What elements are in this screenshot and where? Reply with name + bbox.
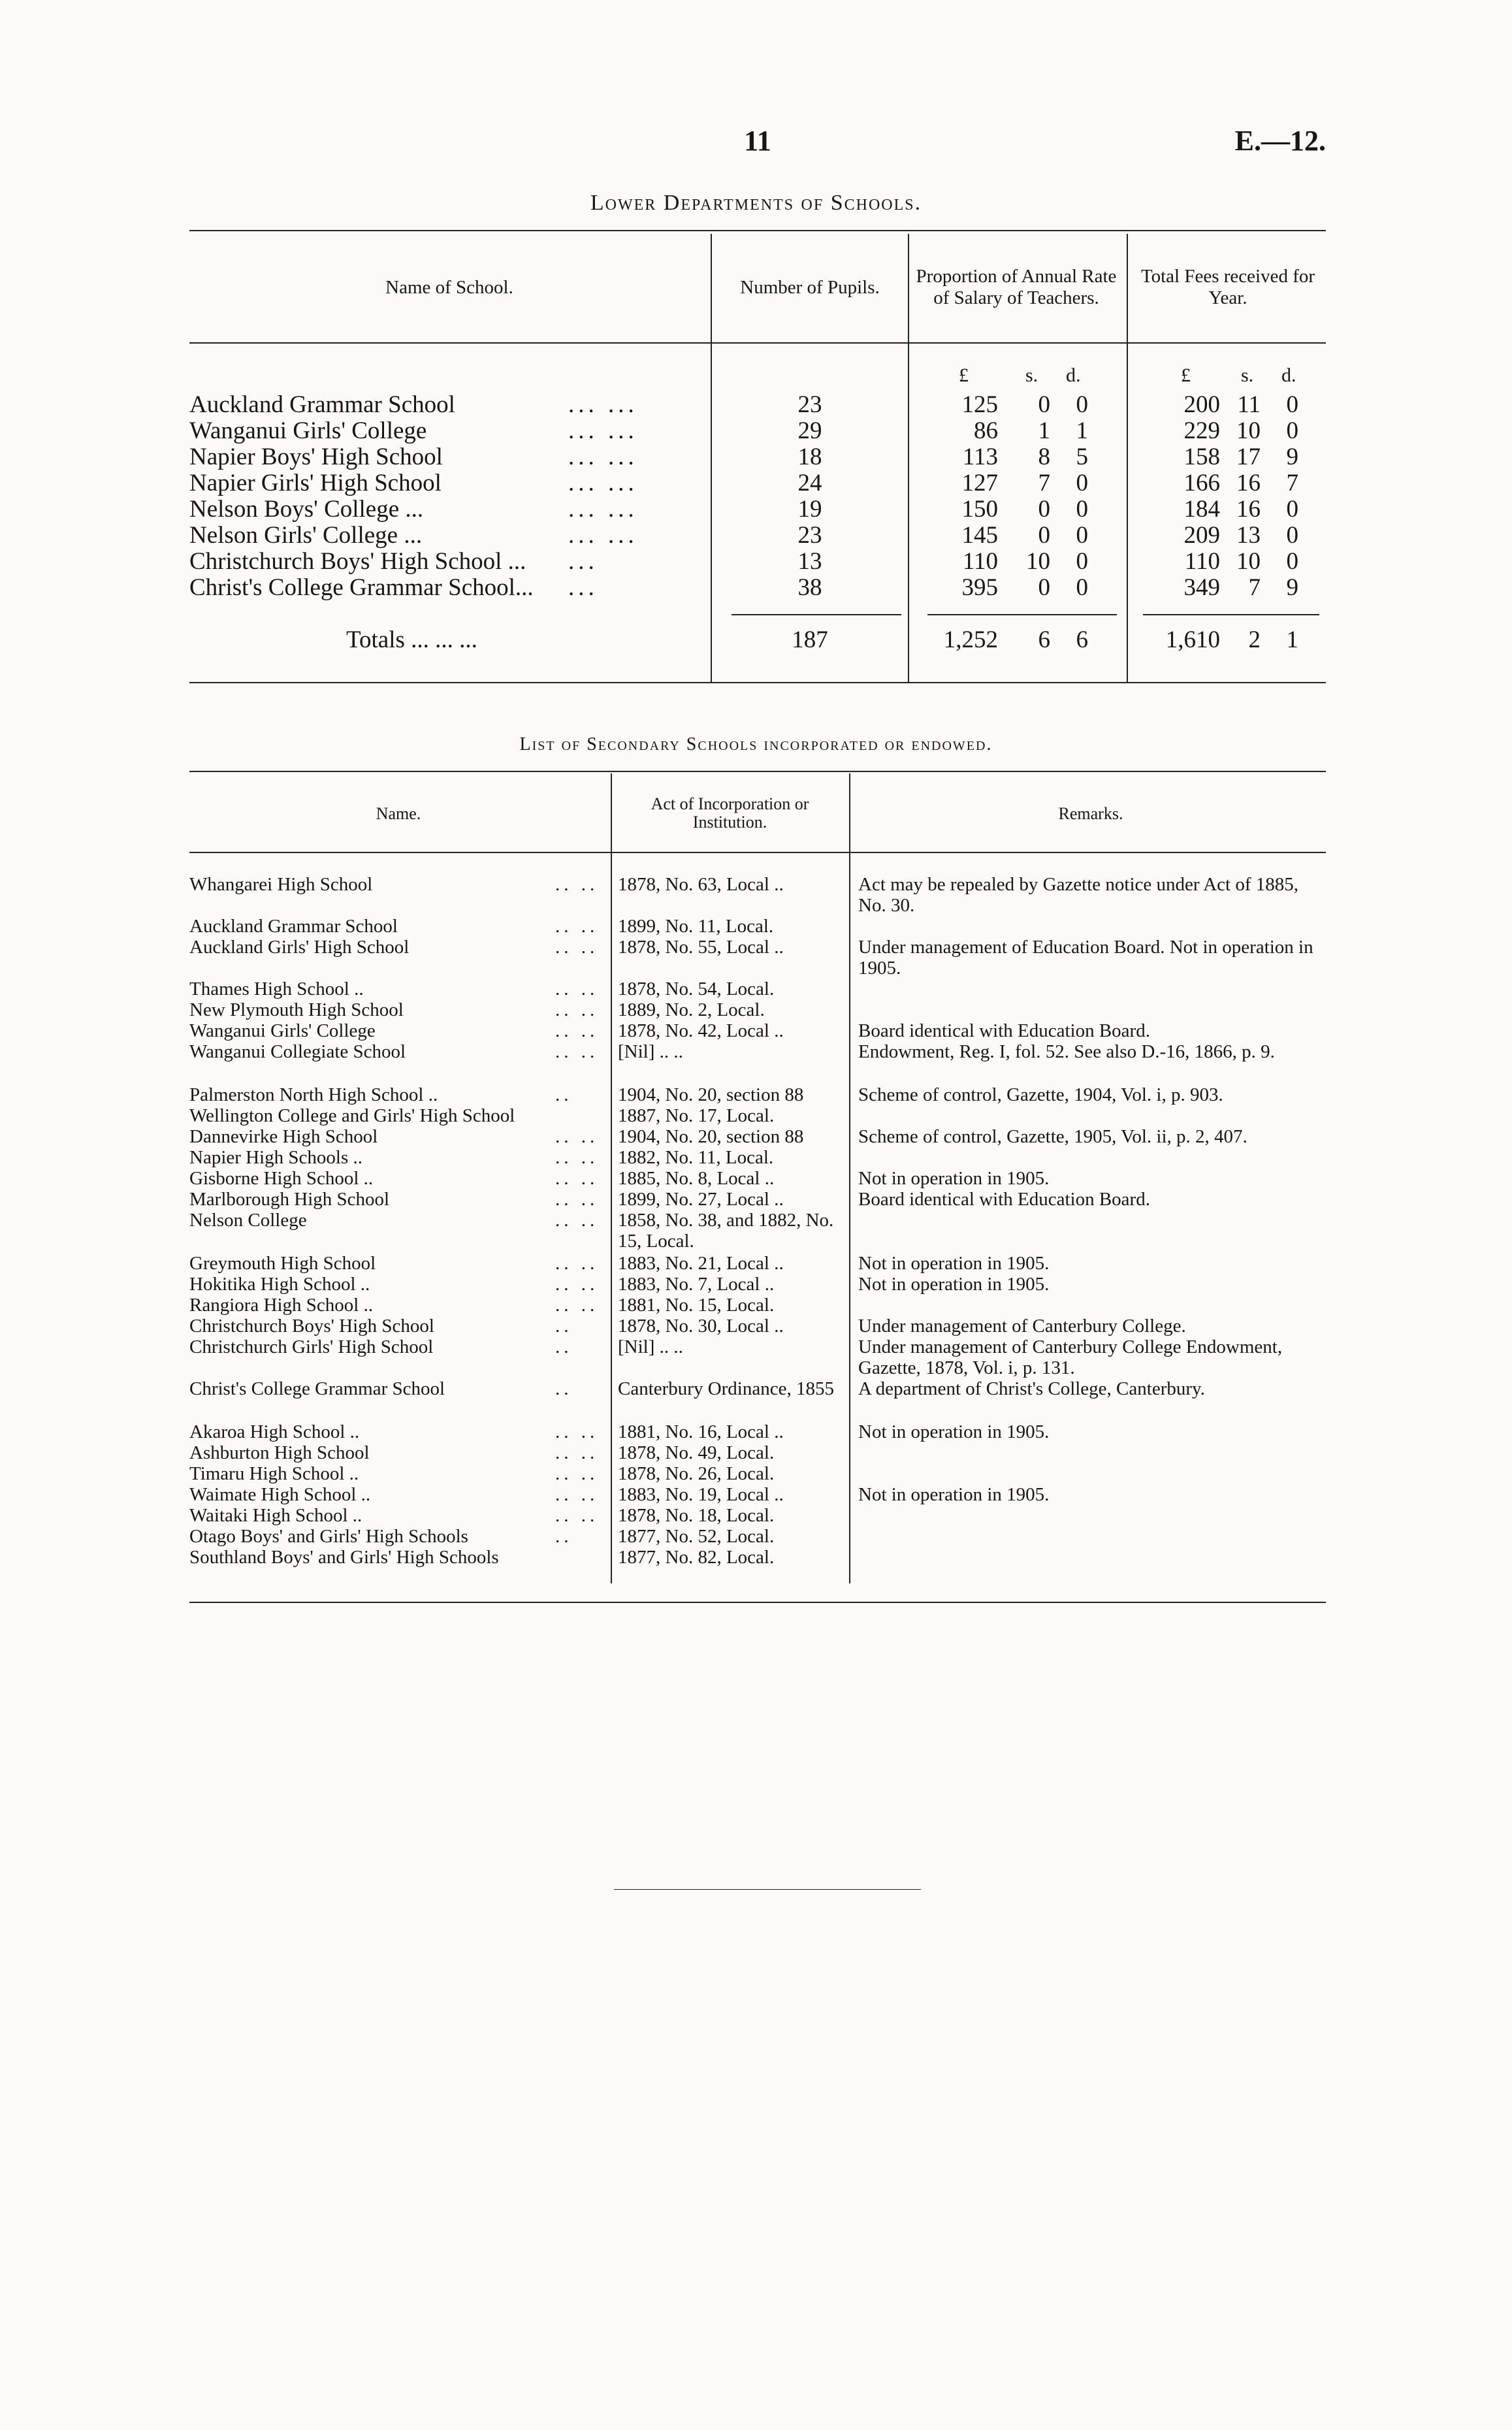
leader-dots: .. .. xyxy=(555,1442,599,1463)
fee-pence: 0 xyxy=(1286,496,1298,523)
act-reference: 1904, No. 20, section 88 xyxy=(618,1084,804,1105)
act-reference: 1877, No. 52, Local. xyxy=(618,1526,775,1547)
unit-pence: d. xyxy=(1066,364,1081,386)
act-reference: 1878, No. 49, Local. xyxy=(618,1442,775,1463)
leader-dots: .. .. xyxy=(555,916,599,937)
table2-top-rule xyxy=(189,771,1326,772)
table1-header-proportion: Proportion of Annual Rate of Salary of Teachers. xyxy=(916,266,1117,308)
table1-row xyxy=(0,392,1512,418)
fee-pounds: 200 xyxy=(1183,391,1220,418)
prop-pence: 0 xyxy=(1076,574,1088,601)
leader-dots: .. .. xyxy=(555,1189,599,1210)
leader-dots: .. .. xyxy=(555,1484,599,1505)
leader-dots: .. .. xyxy=(555,1463,599,1484)
remark-text: Scheme of control, Gazette, 1904, Vol. i, p. 903. xyxy=(858,1084,1223,1105)
school-name: Palmerston North High School .. xyxy=(189,1084,438,1105)
fee-pence: 0 xyxy=(1286,391,1298,418)
school-name: Waitaki High School .. xyxy=(189,1505,362,1526)
school-name: Auckland Grammar School xyxy=(189,916,398,937)
school-name: Wanganui Collegiate School xyxy=(189,1041,406,1062)
act-reference: 1899, No. 11, Local. xyxy=(618,916,774,937)
fee-pounds: 166 xyxy=(1183,470,1220,496)
table1-row xyxy=(0,549,1512,575)
prop-pence: 0 xyxy=(1076,522,1088,549)
leader-dots: ... ... xyxy=(568,391,638,418)
school-name: Akaroa High School .. xyxy=(189,1421,360,1442)
school-name: Wellington College and Girls' High School xyxy=(189,1105,515,1126)
unit-pound: £ xyxy=(959,364,969,386)
prop-shillings: 1 xyxy=(1038,417,1050,444)
prop-pounds: 395 xyxy=(961,574,998,601)
fee-pounds: 229 xyxy=(1183,417,1220,444)
school-name: Greymouth High School xyxy=(189,1253,376,1274)
act-reference: 1889, No. 2, Local. xyxy=(618,999,765,1020)
totals-fee-pounds: 1,610 xyxy=(1165,626,1220,653)
school-name: Thames High School .. xyxy=(189,979,364,999)
table2-header-rule xyxy=(189,852,1326,853)
footer-rule xyxy=(614,1889,921,1890)
leader-dots: .. .. xyxy=(555,979,599,999)
school-name: Wanganui Girls' College xyxy=(189,417,427,444)
prop-pence: 0 xyxy=(1076,470,1088,496)
fee-pence: 7 xyxy=(1286,470,1298,496)
table1-bottom-rule xyxy=(189,682,1326,683)
fee-shillings: 13 xyxy=(1236,522,1261,549)
unit-shilling: s. xyxy=(1025,364,1038,386)
fee-shillings: 16 xyxy=(1236,470,1261,496)
fee-pence: 0 xyxy=(1286,417,1298,444)
fee-pounds: 349 xyxy=(1183,574,1220,601)
school-name: Nelson Girls' College ... xyxy=(189,522,423,549)
act-reference: 1883, No. 21, Local .. xyxy=(618,1253,784,1274)
remark-text: Under management of Education Board. Not in operation in 1905. xyxy=(858,937,1313,979)
remark-text: Board identical with Education Board. xyxy=(858,1020,1150,1041)
fee-pounds: 184 xyxy=(1183,496,1220,523)
leader-dots: .. .. xyxy=(555,1147,599,1168)
prop-pounds: 110 xyxy=(962,548,998,575)
leader-dots: .. xyxy=(555,1316,573,1336)
school-name: Napier Boys' High School xyxy=(189,444,443,470)
unit-pence: d. xyxy=(1281,364,1296,386)
leader-dots: .. xyxy=(555,1378,573,1399)
fee-pounds: 158 xyxy=(1183,444,1220,470)
fee-pence: 9 xyxy=(1286,444,1298,470)
leader-dots: .. xyxy=(555,1336,573,1357)
totals-prop-shillings: 6 xyxy=(1038,626,1050,653)
table2-header-remarks: Remarks. xyxy=(1058,803,1123,823)
page-reference: E.—12. xyxy=(1234,125,1326,157)
remark-text: Board identical with Education Board. xyxy=(858,1189,1150,1210)
leader-dots: ... ... xyxy=(568,470,638,496)
prop-shillings: 10 xyxy=(1026,548,1050,575)
prop-shillings: 8 xyxy=(1038,444,1050,470)
table1-sum-rule xyxy=(732,614,901,615)
table1-header-fees: Total Fees received for Year. xyxy=(1140,266,1315,308)
remark-text: Not in operation in 1905. xyxy=(858,1253,1050,1274)
fee-shillings: 11 xyxy=(1237,391,1261,418)
pupils-count: 24 xyxy=(797,470,822,496)
school-name: Christ's College Grammar School... xyxy=(189,574,534,601)
pupils-count: 29 xyxy=(797,417,822,444)
table1-row xyxy=(0,470,1512,496)
leader-dots: .. .. xyxy=(555,1253,599,1274)
table1-sum-rule xyxy=(1143,614,1319,615)
remark-text: Not in operation in 1905. xyxy=(858,1274,1050,1295)
act-reference: 1878, No. 54, Local. xyxy=(618,979,775,999)
leader-dots: .. .. xyxy=(555,1210,599,1231)
table2-header-name: Name. xyxy=(376,803,421,823)
leader-dots: .. .. xyxy=(555,1274,599,1295)
table2-title: List of Secondary Schools incorporated or endowed. xyxy=(519,734,993,754)
act-reference: 1904, No. 20, section 88 xyxy=(618,1126,804,1147)
act-reference: 1878, No. 63, Local .. xyxy=(618,874,784,895)
prop-pounds: 145 xyxy=(961,522,998,549)
leader-dots: ... ... xyxy=(568,417,638,444)
prop-shillings: 7 xyxy=(1038,470,1050,496)
remark-text: Scheme of control, Gazette, 1905, Vol. ii, p. 2, 407. xyxy=(858,1126,1247,1147)
fee-shillings: 16 xyxy=(1236,496,1261,523)
remark-text: A department of Christ's College, Canterbury. xyxy=(858,1378,1205,1399)
totals-pupils: 187 xyxy=(792,626,828,653)
school-name: Timaru High School .. xyxy=(189,1463,359,1484)
fee-pounds: 209 xyxy=(1183,522,1220,549)
act-reference: 1883, No. 19, Local .. xyxy=(618,1484,784,1505)
act-reference: [Nil] .. .. xyxy=(618,1336,683,1357)
pupils-count: 23 xyxy=(797,522,822,549)
totals-prop-pence: 6 xyxy=(1076,626,1088,653)
table2-header-act: Act of Incorporation or Institution. xyxy=(651,794,809,832)
prop-pence: 5 xyxy=(1076,444,1088,470)
school-name: Auckland Grammar School xyxy=(189,391,455,418)
act-reference: 1899, No. 27, Local .. xyxy=(618,1189,784,1210)
act-reference: 1858, No. 38, and 1882, No. 15, Local. xyxy=(618,1210,834,1252)
act-reference: 1881, No. 16, Local .. xyxy=(618,1421,784,1442)
prop-pounds: 125 xyxy=(961,391,998,418)
page-number: 11 xyxy=(744,125,771,157)
table1-row xyxy=(0,444,1512,470)
school-name: Southland Boys' and Girls' High Schools xyxy=(189,1547,499,1568)
school-name: Hokitika High School .. xyxy=(189,1274,370,1295)
leader-dots: .. .. xyxy=(555,1168,599,1189)
prop-pence: 1 xyxy=(1076,417,1088,444)
prop-shillings: 0 xyxy=(1038,522,1050,549)
fee-shillings: 10 xyxy=(1236,417,1261,444)
remark-text: Under management of Canterbury College Endowment, Gazette, 1878, Vol. i, p. 131. xyxy=(858,1336,1283,1378)
school-name: Nelson Boys' College ... xyxy=(189,496,424,523)
school-name: New Plymouth High School xyxy=(189,999,404,1020)
prop-pence: 0 xyxy=(1076,548,1088,575)
totals-fee-pence: 1 xyxy=(1286,626,1298,653)
school-name: Whangarei High School xyxy=(189,874,373,895)
prop-pence: 0 xyxy=(1076,391,1088,418)
school-name: Christchurch Girls' High School xyxy=(189,1336,434,1357)
remark-text: Act may be repealed by Gazette notice under Act of 1885, No. 30. xyxy=(858,874,1298,916)
pupils-count: 13 xyxy=(797,548,822,575)
leader-dots: .. .. xyxy=(555,1126,599,1147)
leader-dots: ... ... xyxy=(568,444,638,470)
leader-dots: .. .. xyxy=(555,1041,599,1062)
school-name: Ashburton High School xyxy=(189,1442,370,1463)
leader-dots: ... ... xyxy=(568,522,638,549)
act-reference: 1887, No. 17, Local. xyxy=(618,1105,775,1126)
table1-top-rule xyxy=(189,230,1326,231)
school-name: Otago Boys' and Girls' High Schools xyxy=(189,1526,468,1547)
table2-col-divider xyxy=(849,773,850,1583)
act-reference: 1877, No. 82, Local. xyxy=(618,1547,775,1568)
prop-pounds: 113 xyxy=(962,444,998,470)
pupils-count: 19 xyxy=(797,496,822,523)
pupils-count: 38 xyxy=(797,574,822,601)
leader-dots: .. .. xyxy=(555,1505,599,1526)
act-reference: 1881, No. 15, Local. xyxy=(618,1295,775,1316)
act-reference: 1883, No. 7, Local .. xyxy=(618,1274,775,1295)
remark-text: Not in operation in 1905. xyxy=(858,1421,1050,1442)
unit-shilling: s. xyxy=(1241,364,1254,386)
totals-fee-shillings: 2 xyxy=(1248,626,1261,653)
leader-dots: .. .. xyxy=(555,937,599,958)
table2-bottom-rule xyxy=(189,1602,1326,1603)
act-reference: 1878, No. 55, Local .. xyxy=(618,937,784,958)
table1-row xyxy=(0,575,1512,601)
remark-text: Not in operation in 1905. xyxy=(858,1484,1050,1505)
leader-dots: .. .. xyxy=(555,999,599,1020)
table1-sum-rule xyxy=(927,614,1117,615)
pupils-count: 18 xyxy=(797,444,822,470)
act-reference: 1878, No. 18, Local. xyxy=(618,1505,775,1526)
table1-header-name: Name of School. xyxy=(385,276,513,298)
prop-shillings: 0 xyxy=(1038,574,1050,601)
act-reference: 1878, No. 30, Local .. xyxy=(618,1316,784,1336)
school-name: Nelson College xyxy=(189,1210,307,1231)
table1-header-pupils: Number of Pupils. xyxy=(740,276,880,298)
prop-pounds: 86 xyxy=(974,417,998,444)
fee-shillings: 10 xyxy=(1236,548,1261,575)
table1-header-rule xyxy=(189,342,1326,344)
school-name: Gisborne High School .. xyxy=(189,1168,374,1189)
act-reference: 1878, No. 26, Local. xyxy=(618,1463,775,1484)
school-name: Wanganui Girls' College xyxy=(189,1020,376,1041)
act-reference: Canterbury Ordinance, 1855 xyxy=(618,1378,834,1399)
table1-title: Lower Departments of Schools. xyxy=(590,191,922,215)
fee-pence: 0 xyxy=(1286,522,1298,549)
fee-shillings: 17 xyxy=(1236,444,1261,470)
school-name: Napier High Schools .. xyxy=(189,1147,362,1168)
prop-pounds: 150 xyxy=(961,496,998,523)
leader-dots: .. .. xyxy=(555,1295,599,1316)
school-name: Christchurch Boys' High School ... xyxy=(189,548,526,575)
table1-totals-row xyxy=(0,627,1512,653)
school-name: Waimate High School .. xyxy=(189,1484,371,1505)
school-name: Rangiora High School .. xyxy=(189,1295,374,1316)
leader-dots: .. xyxy=(555,1084,573,1105)
school-name: Christchurch Boys' High School xyxy=(189,1316,434,1336)
act-reference: 1885, No. 8, Local .. xyxy=(618,1168,775,1189)
remark-text: Not in operation in 1905. xyxy=(858,1168,1050,1189)
school-name: Napier Girls' High School xyxy=(189,470,442,496)
prop-pounds: 127 xyxy=(961,470,998,496)
fee-shillings: 7 xyxy=(1248,574,1261,601)
totals-prop-pounds: 1,252 xyxy=(943,626,998,653)
table1-row xyxy=(0,523,1512,549)
fee-pence: 9 xyxy=(1286,574,1298,601)
act-reference: 1882, No. 11, Local. xyxy=(618,1147,774,1168)
school-name: Dannevirke High School xyxy=(189,1126,378,1147)
fee-pence: 0 xyxy=(1286,548,1298,575)
remark-text: Under management of Canterbury College. xyxy=(858,1316,1186,1336)
leader-dots: .. .. xyxy=(555,1421,599,1442)
leader-dots: .. .. xyxy=(555,874,599,895)
leader-dots: .. xyxy=(555,1526,573,1547)
table1-row xyxy=(0,418,1512,444)
school-name: Marlborough High School xyxy=(189,1189,390,1210)
table2-col-divider xyxy=(611,773,612,1583)
prop-pence: 0 xyxy=(1076,496,1088,523)
leader-dots: ... xyxy=(568,548,598,575)
pupils-count: 23 xyxy=(797,391,822,418)
leader-dots: .. .. xyxy=(555,1020,599,1041)
act-reference: 1878, No. 42, Local .. xyxy=(618,1020,784,1041)
fee-pounds: 110 xyxy=(1184,548,1220,575)
school-name: Christ's College Grammar School xyxy=(189,1378,445,1399)
prop-shillings: 0 xyxy=(1038,496,1050,523)
totals-label: Totals ... ... ... xyxy=(346,626,477,653)
unit-pound: £ xyxy=(1181,364,1191,386)
school-name: Auckland Girls' High School xyxy=(189,937,410,958)
leader-dots: ... xyxy=(568,574,598,601)
table1-row xyxy=(0,496,1512,523)
leader-dots: ... ... xyxy=(568,496,638,523)
remark-text: Endowment, Reg. I, fol. 52. See also D.-16, 1866, p. 9. xyxy=(858,1041,1275,1062)
prop-shillings: 0 xyxy=(1038,391,1050,418)
act-reference: [Nil] .. .. xyxy=(618,1041,683,1062)
